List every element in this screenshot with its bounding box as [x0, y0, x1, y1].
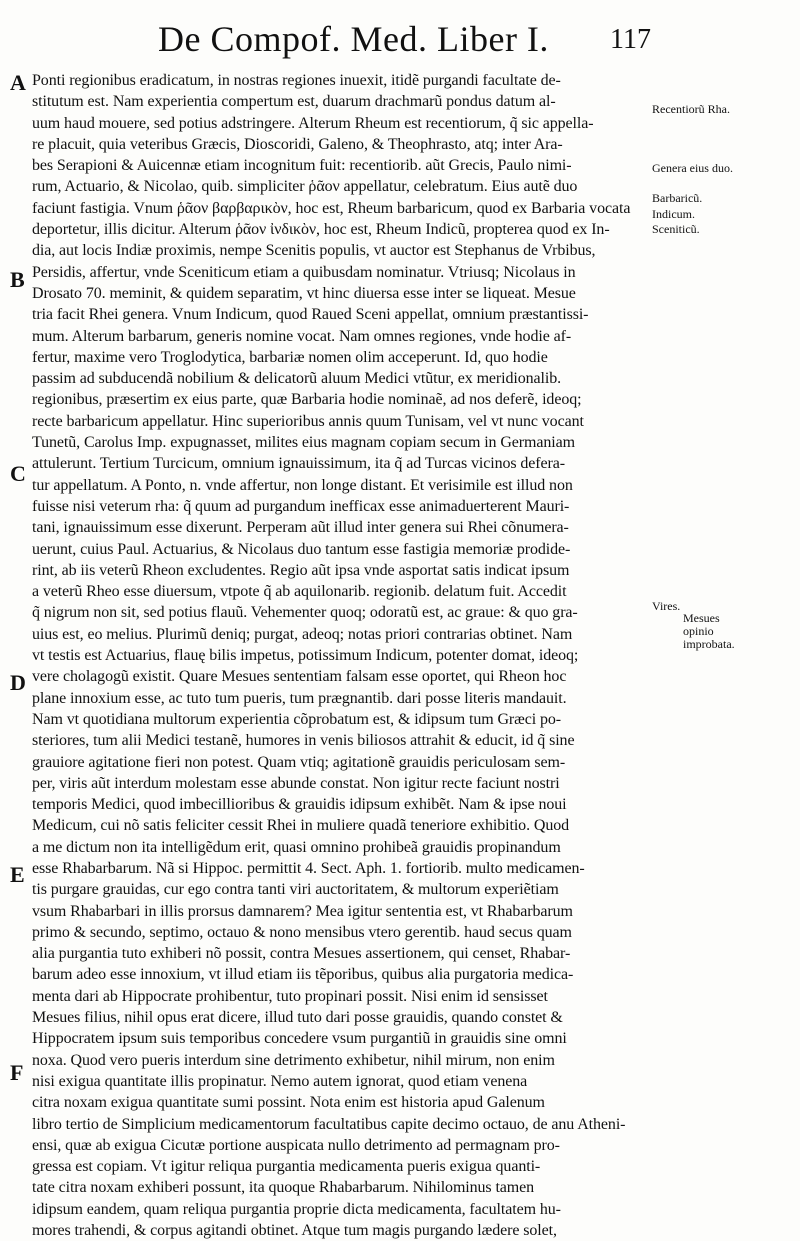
- text-line: uum haud mouere, sed potius adstringere. Alterum Rheum est recentiorum, q̃ sic appella-: [32, 114, 594, 132]
- section-letter-f: F: [10, 1060, 24, 1085]
- text-line: a veterũ Rheo esse diuersum, vtpote q̃ ab aquilonarib. regionib. delatum fuit. Accedit: [32, 583, 567, 601]
- text-line: alia purgantia tuto exhiberi nõ possit, contra Mesues assertionem, qui censet, Rhabar-: [32, 945, 571, 963]
- text-line: barum adeo esse innoxium, vt illud etiam iis tẽporibus, quibus alia purgatoria medica-: [32, 966, 574, 984]
- text-line: mores trahendi, & corpus agitandi obtinet. Atque tum magis purgando lædere solet,: [32, 1222, 557, 1240]
- text-line: recte barbaricum appellatur. Hinc superioribus annis quum Tunisam, vel vt nunc vocant: [32, 412, 584, 430]
- margin-note-genera: Genera eius duo.: [652, 161, 733, 175]
- text-line: regionibus, præsertim ex eius parte, quæ Barbaria hodie nominaẽ, ad nos deferẽ, ideoq;: [32, 391, 582, 409]
- text-line: idipsum eandem, quam reliqua purgantia proprie dicta medicamenta, facultatem hu-: [32, 1200, 561, 1218]
- text-line: a me dictum non ita intelligẽdum erit, quasi omnino prohibeã grauidis propinandum: [32, 838, 561, 856]
- text-line: citra noxam exigua quantitate sumi possint. Nota enim est historia apud Galenum: [32, 1094, 545, 1112]
- text-line: stitutum est. Nam experientia compertum est, duarum drachmarũ pondus datum al-: [32, 93, 556, 111]
- text-line: ensi, quæ ab exigua Cicutæ portione auspicata nullo detrimento ad permagnam pro-: [32, 1136, 560, 1154]
- text-line: menta dari ab Hippocrate prohibentur, tuto propinari possit. Nisi enim id sensisset: [32, 987, 548, 1005]
- margin-note-vires: Vires.: [652, 599, 681, 613]
- running-header: [0, 18, 800, 66]
- text-line: primo & secundo, septimo, octauo & nono mensibus vtero gerentib. haud secus quam: [32, 923, 572, 941]
- section-letter-d: D: [10, 670, 26, 695]
- text-line: fertur, maxime vero Troglodytica, barbariæ nomen olim acceperunt. Id, quo hodie: [32, 348, 548, 366]
- text-line: Hippocratem ipsum suis temporibus concedere vsum purgantiũ in grauidis sine omni: [32, 1030, 567, 1048]
- text-line: tur appellatum. A Ponto, n. vnde affertur, non longe distant. Et verisimile est illud non: [32, 476, 573, 494]
- text-line: vt testis est Actuarius, flauę bilis impetus, potissimum Indicum, potenter domat, ideoq;: [32, 647, 579, 665]
- text-line: temporis Medici, quod imbecillioribus & grauidis idipsum exhibẽt. Nam & ipse noui: [32, 796, 567, 814]
- text-line: libro tertio de Simplicium medicamentorum facultatibus capite decimo octauo, de anu Atheni-: [32, 1115, 626, 1133]
- page-title: De Compof. Med. Liber I.: [158, 19, 549, 59]
- text-line: nisi exigua quantitate illis propinatur. Nemo autem ignorat, quod etiam venena: [32, 1072, 528, 1090]
- text-line: Mesues filius, nihil opus erat dicere, illud tuto dari posse grauidis, quando constet &: [32, 1009, 563, 1027]
- text-line: tria facit Rhei genera. Vnum Indicum, quod Raued Sceni appellat, omnium præstantissi-: [32, 306, 589, 324]
- text-line: attulerunt. Tertium Turcicum, omnium ignauissimum, ita q̃ ad Turcas vicinos defera-: [32, 455, 565, 473]
- text-line: Medicum, cui nõ satis feliciter cessit Rhei in muliere quadã teneriore exhibitio. Quod: [32, 817, 570, 835]
- margin-note-barbaricum: Barbaricũ.: [652, 191, 703, 205]
- text-line: re placuit, quia veteribus Græcis, Dioscoridi, Galeno, & Theophrasto, atq; inter Ara-: [32, 135, 563, 153]
- margin-note-mesues: Mesues opinio improbata.: [683, 611, 735, 651]
- text-line: deportetur, illis dicitur. Alterum ῥᾶον ἰνδικὸν, hoc est, Rheum Indicũ, propterea quod ex In-: [32, 221, 610, 239]
- text-line: gressa est copiam. Vt igitur reliqua purgantia medicamenta pueris exigua quanti-: [32, 1158, 541, 1176]
- text-line: Persidis, affertur, vnde Sceniticum etiam a quibusdam nominatur. Vtriusq; Nicolaus in: [32, 263, 576, 281]
- text-line: tis purgare grauidas, cur ego contra tanti viri auctoritatem, & multorum experiẽtiam: [32, 881, 559, 899]
- text-line: uerunt, cuius Paul. Actuarius, & Nicolaus duo tantum esse fastigia memoriæ prodide-: [32, 540, 571, 558]
- text-line: plane innoxium esse, ac tuto tum pueris, tum prægnantib. dari posse literis mandauit.: [32, 689, 567, 707]
- section-letter-b: B: [10, 267, 25, 292]
- text-line: per, viris aũt interdum molestam esse abunde constat. Non igitur recte faciunt nostri: [32, 774, 560, 792]
- section-letter-e: E: [10, 862, 25, 887]
- text-line: tani, ignauissimum esse dixerunt. Perperam aũt illud inter genera sui Rhei cõnumera-: [32, 519, 569, 537]
- text-line: grauiore agitatione fieri non potest. Quam vtiq; agitationẽ grauidis periculosam sem-: [32, 753, 566, 771]
- text-line: mum. Alterum barbarum, generis nomine vocat. Nam omnes regiones, vnde hodie af-: [32, 327, 572, 345]
- text-line: rint, ab iis veterũ Rheon excludentes. Regio aũt ipsa vnde asportat satis indicat ipsum: [32, 561, 570, 579]
- text-line: rum, Actuario, & Nicolao, quib. simpliciter ῥᾶον appellatur, celebratum. Eius autẽ duo: [32, 178, 578, 196]
- text-line: uius est, eo melius. Plurimũ deniq; purgat, adeoq; notas priori contrarias obtinet. Nam: [32, 625, 573, 643]
- body-text: [12, 70, 672, 1241]
- text-line: Tunetũ, Carolus Imp. expugnasset, milites eius magnam copiam secum in Germaniam: [32, 434, 575, 452]
- text-line: steriores, tum alii Medici testanẽ, humores in venis biliosos attrahit & educit, id q̃ sine: [32, 732, 575, 750]
- text-line: vsum Rhabarbari in illis prorsus damnarem? Mea igitur sententia est, vt Rhabarbarum: [32, 902, 573, 920]
- text-line: passim ad subducendã nobilium & delicatorũ aluum Medici vtũtur, ex meridionalib.: [32, 370, 562, 388]
- section-letter-a: A: [10, 70, 26, 95]
- text-line: faciunt fastigia. Vnum ῥᾶον βαρβαρικὸν, hoc est, Rheum barbaricum, quod ex Barbaria vocata: [32, 199, 631, 217]
- text-line: noxa. Quod vero pueris interdum sine detrimento exhibetur, nihil mirum, non enim: [32, 1051, 555, 1069]
- text-line: tate citra noxam exhiberi possunt, ita quoque Rhabarbarum. Nihilominus tamen: [32, 1179, 535, 1197]
- text-line: vere cholagogũ existit. Quare Mesues sententiam falsam esse oportet, qui Rheon hoc: [32, 668, 567, 686]
- section-letter-c: C: [10, 461, 26, 486]
- margin-note-sceniticum: Sceniticũ.: [652, 222, 700, 236]
- margin-note-indicum: Indicum.: [652, 207, 695, 221]
- text-line: Nam vt quotidiana multorum experientia cõprobatum est, & idipsum tum Græci po-: [32, 710, 561, 728]
- page-number: 117: [610, 24, 651, 55]
- margin-note-recentiorum: Recentiorũ Rha.: [652, 102, 730, 116]
- text-line: Drosato 70. meminit, & quidem separatim, vt hinc diuersa esse inter se liqueat. Mesue: [32, 284, 576, 302]
- text-line: q̃ nigrum non sit, sed potius flauũ. Vehementer quoq; odoratũ est, ac graue: & quo gra-: [32, 604, 578, 622]
- text-line: dia, aut locis Indiæ proximis, nempe Scenitis populis, vt auctor est Stephanus de Vrbibus,: [32, 242, 596, 260]
- text-line: esse Rhabarbarum. Nã si Hippoc. permittit 4. Sect. Aph. 1. fortiorib. multo medicamen-: [32, 859, 585, 877]
- text-line: Ponti regionibus eradicatum, in nostras regiones inuexit, itidẽ purgandi facultate de-: [32, 72, 561, 89]
- text-line: fuisse nisi veterum rha: q̃ quum ad purgandum inefficax esse animaduerterent Mauri-: [32, 497, 570, 515]
- text-line: bes Serapioni & Auicennæ etiam incognitum fuit: recentiorib. aũt Grecis, Paulo nimi-: [32, 157, 572, 175]
